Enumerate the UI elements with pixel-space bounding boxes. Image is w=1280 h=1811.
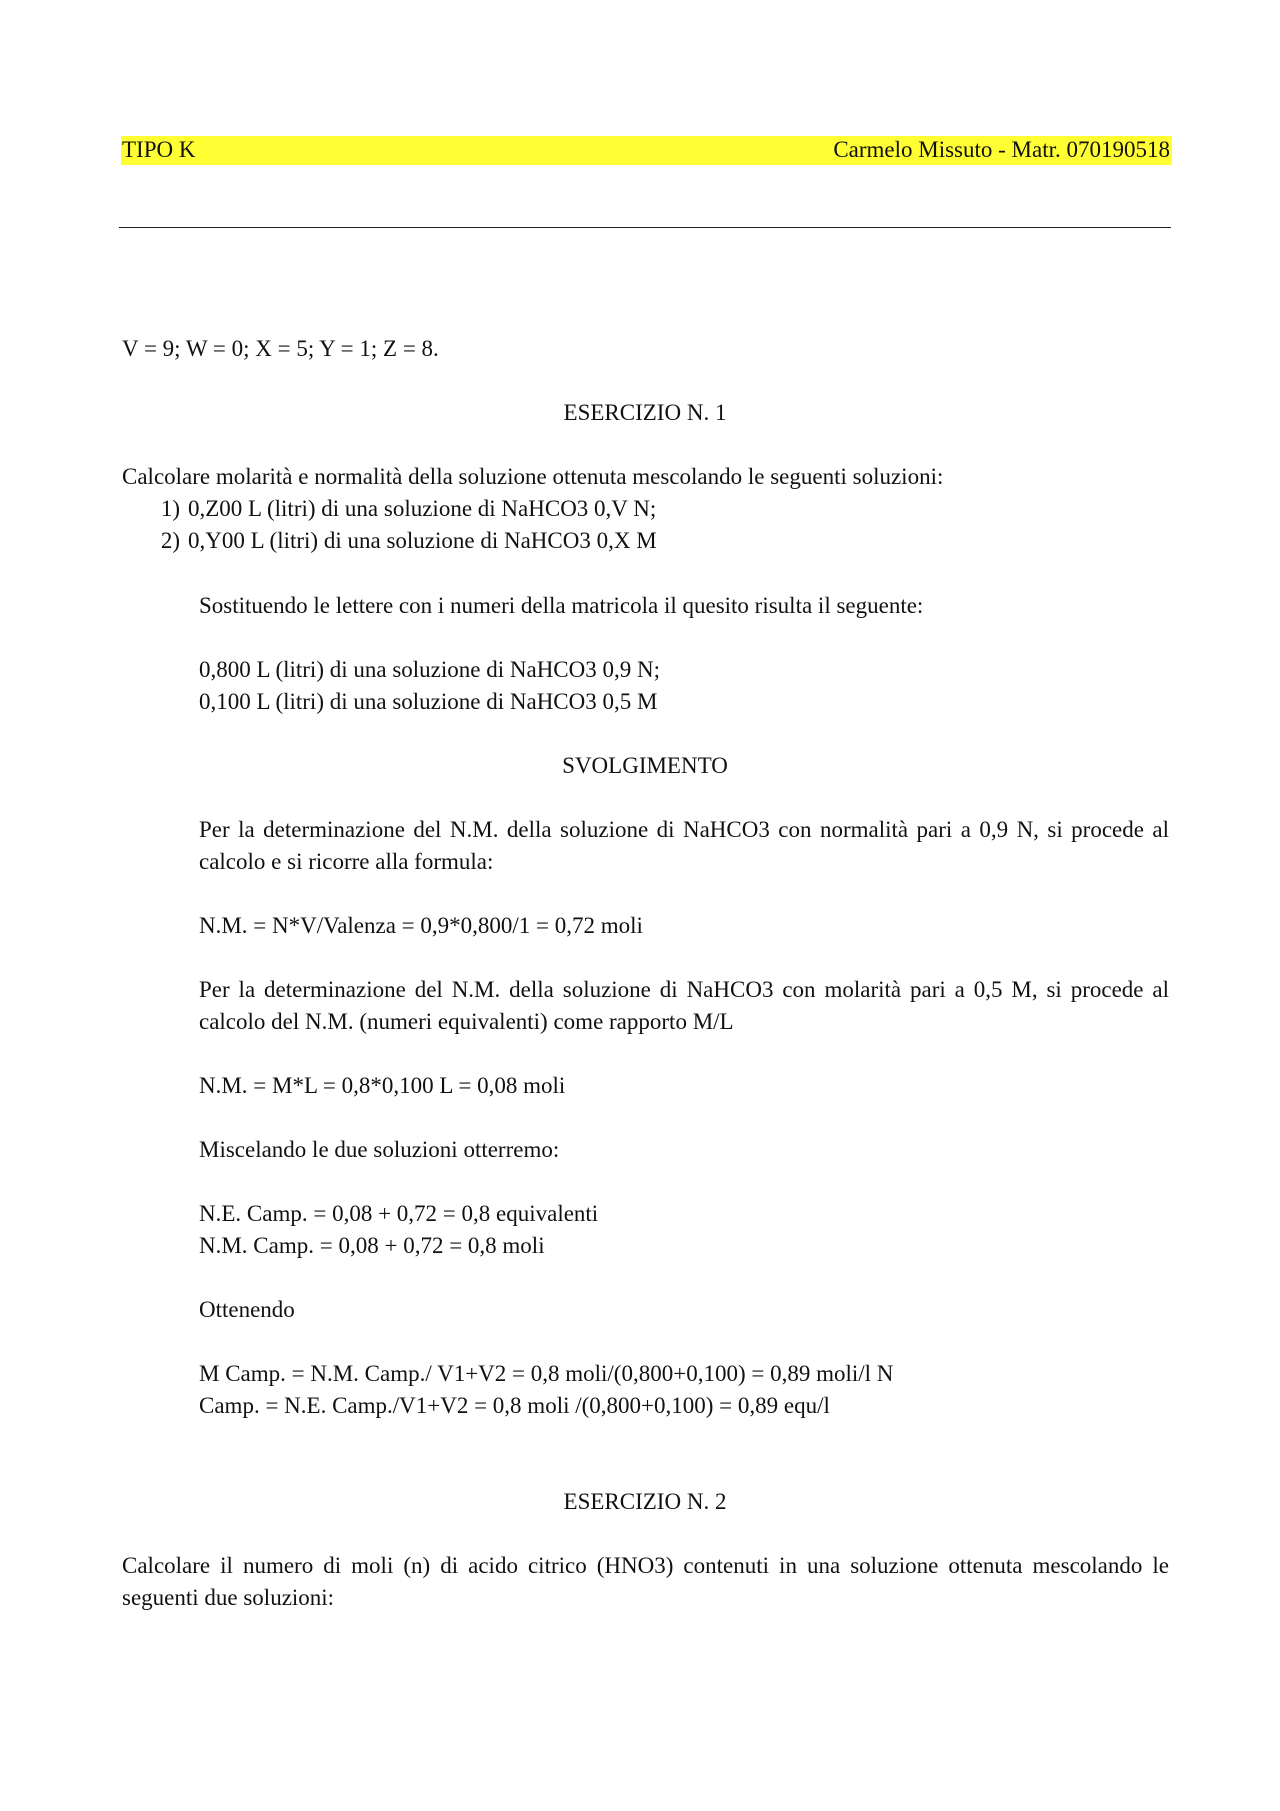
list-item-text: 0,Z00 L (litri) di una soluzione di NaHCO3 0,V N;	[188, 496, 657, 521]
formula-4b: Camp. = N.E. Camp./V1+V2 = 0,8 moli /(0,800+0,100) = 0,89 equ/l	[199, 1393, 830, 1418]
list-item-text: 0,Y00 L (litri) di una soluzione di NaHCO3 0,X M	[188, 528, 657, 553]
formula-1: N.M. = N*V/Valenza = 0,9*0,800/1 = 0,72 moli	[199, 913, 643, 938]
solution-paragraph-2: Per la determinazione del N.M. della soluzione di NaHCO3 con molarità pari a 0,5 M, si procede al calcolo del N.M. (numeri equivalenti) come rapporto M/L	[199, 977, 1169, 1034]
variables-line: V = 9; W = 0; X = 5; Y = 1; Z = 8.	[122, 336, 439, 361]
solution-paragraph-3: Miscelando le due soluzioni otterremo:	[199, 1137, 560, 1162]
exercise-1-title: ESERCIZIO N. 1	[563, 400, 727, 425]
exercise-1-intro: Calcolare molarità e normalità della soluzione ottenuta mescolando le seguenti soluzioni:	[122, 464, 944, 489]
header-type: TIPO K	[122, 137, 196, 162]
header-divider	[119, 227, 1171, 228]
formula-3b: N.M. Camp. = 0,08 + 0,72 = 0,8 moli	[199, 1233, 545, 1258]
exercise-2-title: ESERCIZIO N. 2	[563, 1489, 727, 1514]
solution-title: SVOLGIMENTO	[562, 753, 728, 778]
formula-4a: M Camp. = N.M. Camp./ V1+V2 = 0,8 moli/(0,800+0,100) = 0,89 moli/l N	[199, 1361, 894, 1386]
substituted-line: 0,800 L (litri) di una soluzione di NaHCO3 0,9 N;	[199, 657, 660, 682]
formula-3a: N.E. Camp. = 0,08 + 0,72 = 0,8 equivalenti	[199, 1201, 599, 1226]
list-item-number: 1)	[160, 496, 180, 521]
list-item	[140, 525, 657, 557]
formula-2: N.M. = M*L = 0,8*0,100 L = 0,08 moli	[199, 1073, 566, 1098]
header-author: Carmelo Missuto - Matr. 070190518	[833, 137, 1170, 162]
solution-paragraph-4: Ottenendo	[199, 1297, 295, 1322]
substituted-line: 0,100 L (litri) di una soluzione di NaHCO3 0,5 M	[199, 689, 658, 714]
substitution-intro: Sostituendo le lettere con i numeri della matricola il quesito risulta il seguente:	[199, 593, 924, 618]
exercise-2-intro: Calcolare il numero di moli (n) di acido citrico (HNO3) contenuti in una soluzione ottenuta mescolando le seguenti due soluzioni:	[122, 1553, 1169, 1610]
list-item-number: 2)	[160, 528, 180, 553]
solution-paragraph-1: Per la determinazione del N.M. della soluzione di NaHCO3 con normalità pari a 0,9 N, si procede al calcolo e si ricorre alla formula:	[199, 817, 1169, 874]
list-item	[140, 493, 656, 525]
